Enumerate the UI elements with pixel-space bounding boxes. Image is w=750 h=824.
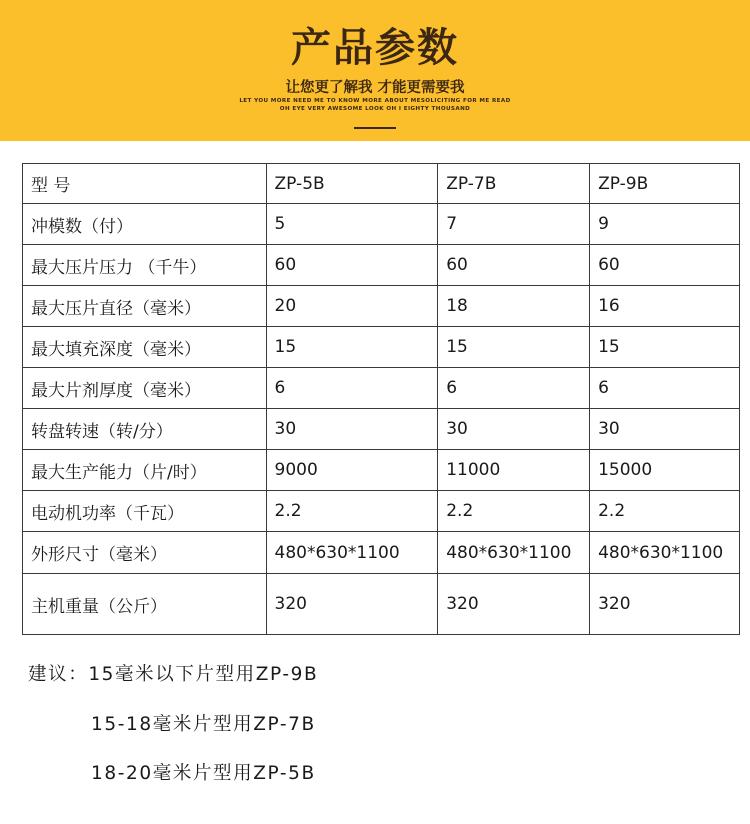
table-row bbox=[23, 409, 740, 450]
table-cell: 30 bbox=[438, 409, 590, 450]
table-cell-label: 外形尺寸（毫米） bbox=[23, 532, 267, 574]
table-cell-label: 最大压片直径（毫米） bbox=[23, 286, 267, 327]
table-cell: 60 bbox=[266, 245, 438, 286]
header-banner bbox=[0, 0, 750, 141]
table-cell-label: 转盘转速（转/分） bbox=[23, 409, 267, 450]
table-row bbox=[23, 491, 740, 532]
table-cell: 60 bbox=[590, 245, 740, 286]
table-cell: 30 bbox=[266, 409, 438, 450]
note-line-3: 18-20毫米片型用ZP-5B bbox=[91, 763, 316, 784]
table-cell-label: 冲模数（付） bbox=[23, 204, 267, 245]
table-cell: 18 bbox=[438, 286, 590, 327]
table-header-row bbox=[23, 164, 740, 204]
table-cell: 2.2 bbox=[266, 491, 438, 532]
table-cell: 11000 bbox=[438, 450, 590, 491]
table-row bbox=[23, 450, 740, 491]
table-cell-label: 最大生产能力（片/时） bbox=[23, 450, 267, 491]
table-cell: 7 bbox=[438, 204, 590, 245]
note-line-2: 15-18毫米片型用ZP-7B bbox=[91, 714, 316, 735]
table-row bbox=[23, 532, 740, 574]
table-cell: 15 bbox=[590, 327, 740, 368]
page-title: 产品参数 bbox=[291, 25, 459, 71]
table-row bbox=[23, 204, 740, 245]
note-text: 15毫米以下片型用ZP-9B bbox=[88, 664, 319, 685]
table-cell-label: 最大压片压力 （千牛） bbox=[23, 245, 267, 286]
table-cell: 15 bbox=[438, 327, 590, 368]
spec-table bbox=[22, 163, 740, 635]
table-row bbox=[23, 286, 740, 327]
table-cell-label: 主机重量（公斤） bbox=[23, 574, 267, 635]
table-cell: 6 bbox=[590, 368, 740, 409]
table-cell: 9000 bbox=[266, 450, 438, 491]
table-cell: 60 bbox=[438, 245, 590, 286]
table-header-cell: ZP-5B bbox=[266, 164, 438, 204]
table-cell: 15 bbox=[266, 327, 438, 368]
table-cell: 320 bbox=[590, 574, 740, 635]
table-cell: 2.2 bbox=[590, 491, 740, 532]
table-cell: 6 bbox=[438, 368, 590, 409]
table-row bbox=[23, 368, 740, 409]
table-cell: 480*630*1100 bbox=[590, 532, 740, 574]
table-cell-label: 最大片剂厚度（毫米） bbox=[23, 368, 267, 409]
table-cell: 30 bbox=[590, 409, 740, 450]
table-row bbox=[23, 327, 740, 368]
table-cell: 5 bbox=[266, 204, 438, 245]
note-line-1 bbox=[28, 660, 318, 686]
table-cell: 2.2 bbox=[438, 491, 590, 532]
table-cell: 6 bbox=[266, 368, 438, 409]
banner-divider bbox=[354, 127, 396, 129]
table-cell-label: 电动机功率（千瓦） bbox=[23, 491, 267, 532]
table-cell: 15000 bbox=[590, 450, 740, 491]
table-cell: 320 bbox=[438, 574, 590, 635]
table-cell: 480*630*1100 bbox=[266, 532, 438, 574]
note-label: 建议： bbox=[28, 664, 89, 685]
table-cell: 320 bbox=[266, 574, 438, 635]
table-cell: 20 bbox=[266, 286, 438, 327]
table-header-cell: 型 号 bbox=[23, 164, 267, 204]
banner-subtitle: 让您更了解我 才能更需要我 bbox=[285, 80, 465, 96]
table-row bbox=[23, 245, 740, 286]
table-cell: 16 bbox=[590, 286, 740, 327]
table-cell: 9 bbox=[590, 204, 740, 245]
table-header-cell: ZP-7B bbox=[438, 164, 590, 204]
table-cell: 480*630*1100 bbox=[438, 532, 590, 574]
table-row bbox=[23, 574, 740, 635]
table-cell-label: 最大填充深度（毫米） bbox=[23, 327, 267, 368]
banner-english-line-1: LET YOU MORE NEED ME TO KNOW MORE ABOUT MESOLICITING FOR ME READ bbox=[239, 98, 511, 104]
banner-english-line-2: OH EYE VERY AWESOME LOOK OH I EIGHTY THOUSAND bbox=[279, 106, 471, 112]
table-header-cell: ZP-9B bbox=[590, 164, 740, 204]
